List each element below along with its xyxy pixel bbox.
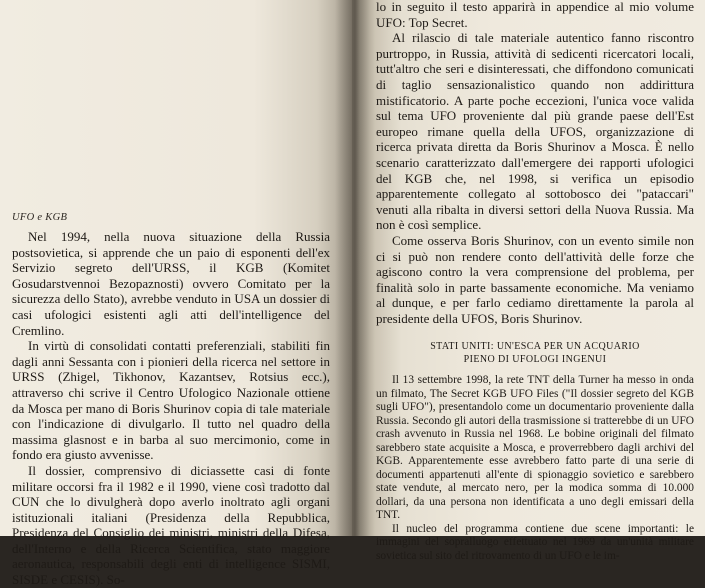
paragraph: In virtù di consolidati contatti preferenziali, stabiliti fin dagli anni Sessanta con i pionieri della ricerca nel settore in URSS (Zhigel, Tikhonov, Kazantsev, Rotsius ecc.), attraverso chi scrive il Centro Ufologico Nazionale ottiene da Mosca per mano di Boris Shurinov copia di tale materiale con l'indicazione di divulgarlo. Il tutto nel quadro della massima glasnost e in barba al suo mercimonio, come in fondo era giusto avvenisse. [12,338,330,463]
section-title-line: STATI UNITI: UN'ESCA PER UN ACQUARIO [430,341,640,353]
section-title-line: PIENO DI UFOLOGI INGENUI [463,354,607,366]
quoted-paragraph: Il nucleo del programma contiene due scene importanti: le immagini del sopralluogo effettuato nel 1969 da un'unità militare sovietica sul sito del ritrovamento di un UFO e le im- [376,522,694,562]
running-head: UFO e KGB [12,212,68,223]
paragraph: Al rilascio di tale materiale autentico fanno riscontro purtroppo, in Russia, attività di sedicenti ricercatori locali, tutt'altro che seri e disinteressati, che diffondono comunicati di taglio sensazionalistico quando non addirittura mistificatorio. A parte poche eccezioni, l'unica voce valida sul tema UFO proveniente dal più grande paese dell'Est europeo rimane quella della UFOS, organizzazione di ricerca privata diretta da Boris Shurinov a Mosca. È nello scenario caratterizzato dall'emergere dei rapporti ufologici del KGB che, nel 1998, si verifica un episodio apparentemente collegato al sottobosco dei "pataccari" venuti alla ribalta in diversi settori della Nuova Russia. Ma non è così semplice. [376,30,694,233]
right-text-column [376,0,694,563]
paragraph: Come osserva Boris Shurinov, con un evento simile non ci si può non rendere conto dell'attività delle forze che agiscono contro la vera comprensione del problema, per finalità solo in parte bassamente economiche. Ma veniamo al dunque, e per farlo cediamo direttamente la parola al presidente della UFOS, Boris Shurinov. [376,232,694,326]
right-page [352,0,705,562]
paragraph: lo in seguito il testo apparirà in appendice al mio volume UFO: Top Secret. [376,0,694,30]
left-page [0,0,352,588]
paragraph: Nel 1994, nella nuova situazione della Russia postsovietica, si apprende che un paio di esponenti dell'ex Servizio segreto dell'URSS, il KGB (Komitet Gosudarstvennoi Bezopaznosti) ovvero Comitato per la sicurezza dello Stato), avrebbe venduto in USA un dossier di casi ufologici esistenti agli atti dell'intelligence del Cremlino. [12,229,330,338]
quoted-paragraph: Il 13 settembre 1998, la rete TNT della Turner ha messo in onda un filmato, The Secret KGB UFO Files ("Il dossier segreto del KGB sugli UFO"), presentandolo come un documentario proveniente dalla Russia. Secondo gli autori della trasmissione si tratterebbe di un UFO crash avvenuto in Russia nel 1968. Le bobine originali del filmato sarebbero state acquisite a Mosca, e proverrebbero dagli archivi del KGB. Apparentemente esse avrebbero fatto parte di una serie di documenti appartenuti all'ente di spionaggio sovietico e sarebbero state vendute, al mercato nero, per la modica somma di 10.000 dollari, da una persona non identificata a uno degli emissari della TNT. [376,374,694,522]
section-title [376,340,694,366]
paragraph: Il dossier, comprensivo di diciassette casi di fonte militare occorsi fra il 1982 e il 1990, viene così tradotto dal CUN che lo divulgherà dopo averlo inoltrato agli organi istituzionali italiani (Presidenza della Repubblica, Presidenza del Consiglio dei ministri, ministri della Difesa, dell'Interno e della Ricerca Scientifica, stato maggiore aeronautica, responsabili degli enti di intelligence SISMI, SISDE e CESIS). So- [12,462,330,588]
left-text-column [12,229,330,588]
book-gutter [335,0,375,536]
blank-page-area [0,0,352,205]
